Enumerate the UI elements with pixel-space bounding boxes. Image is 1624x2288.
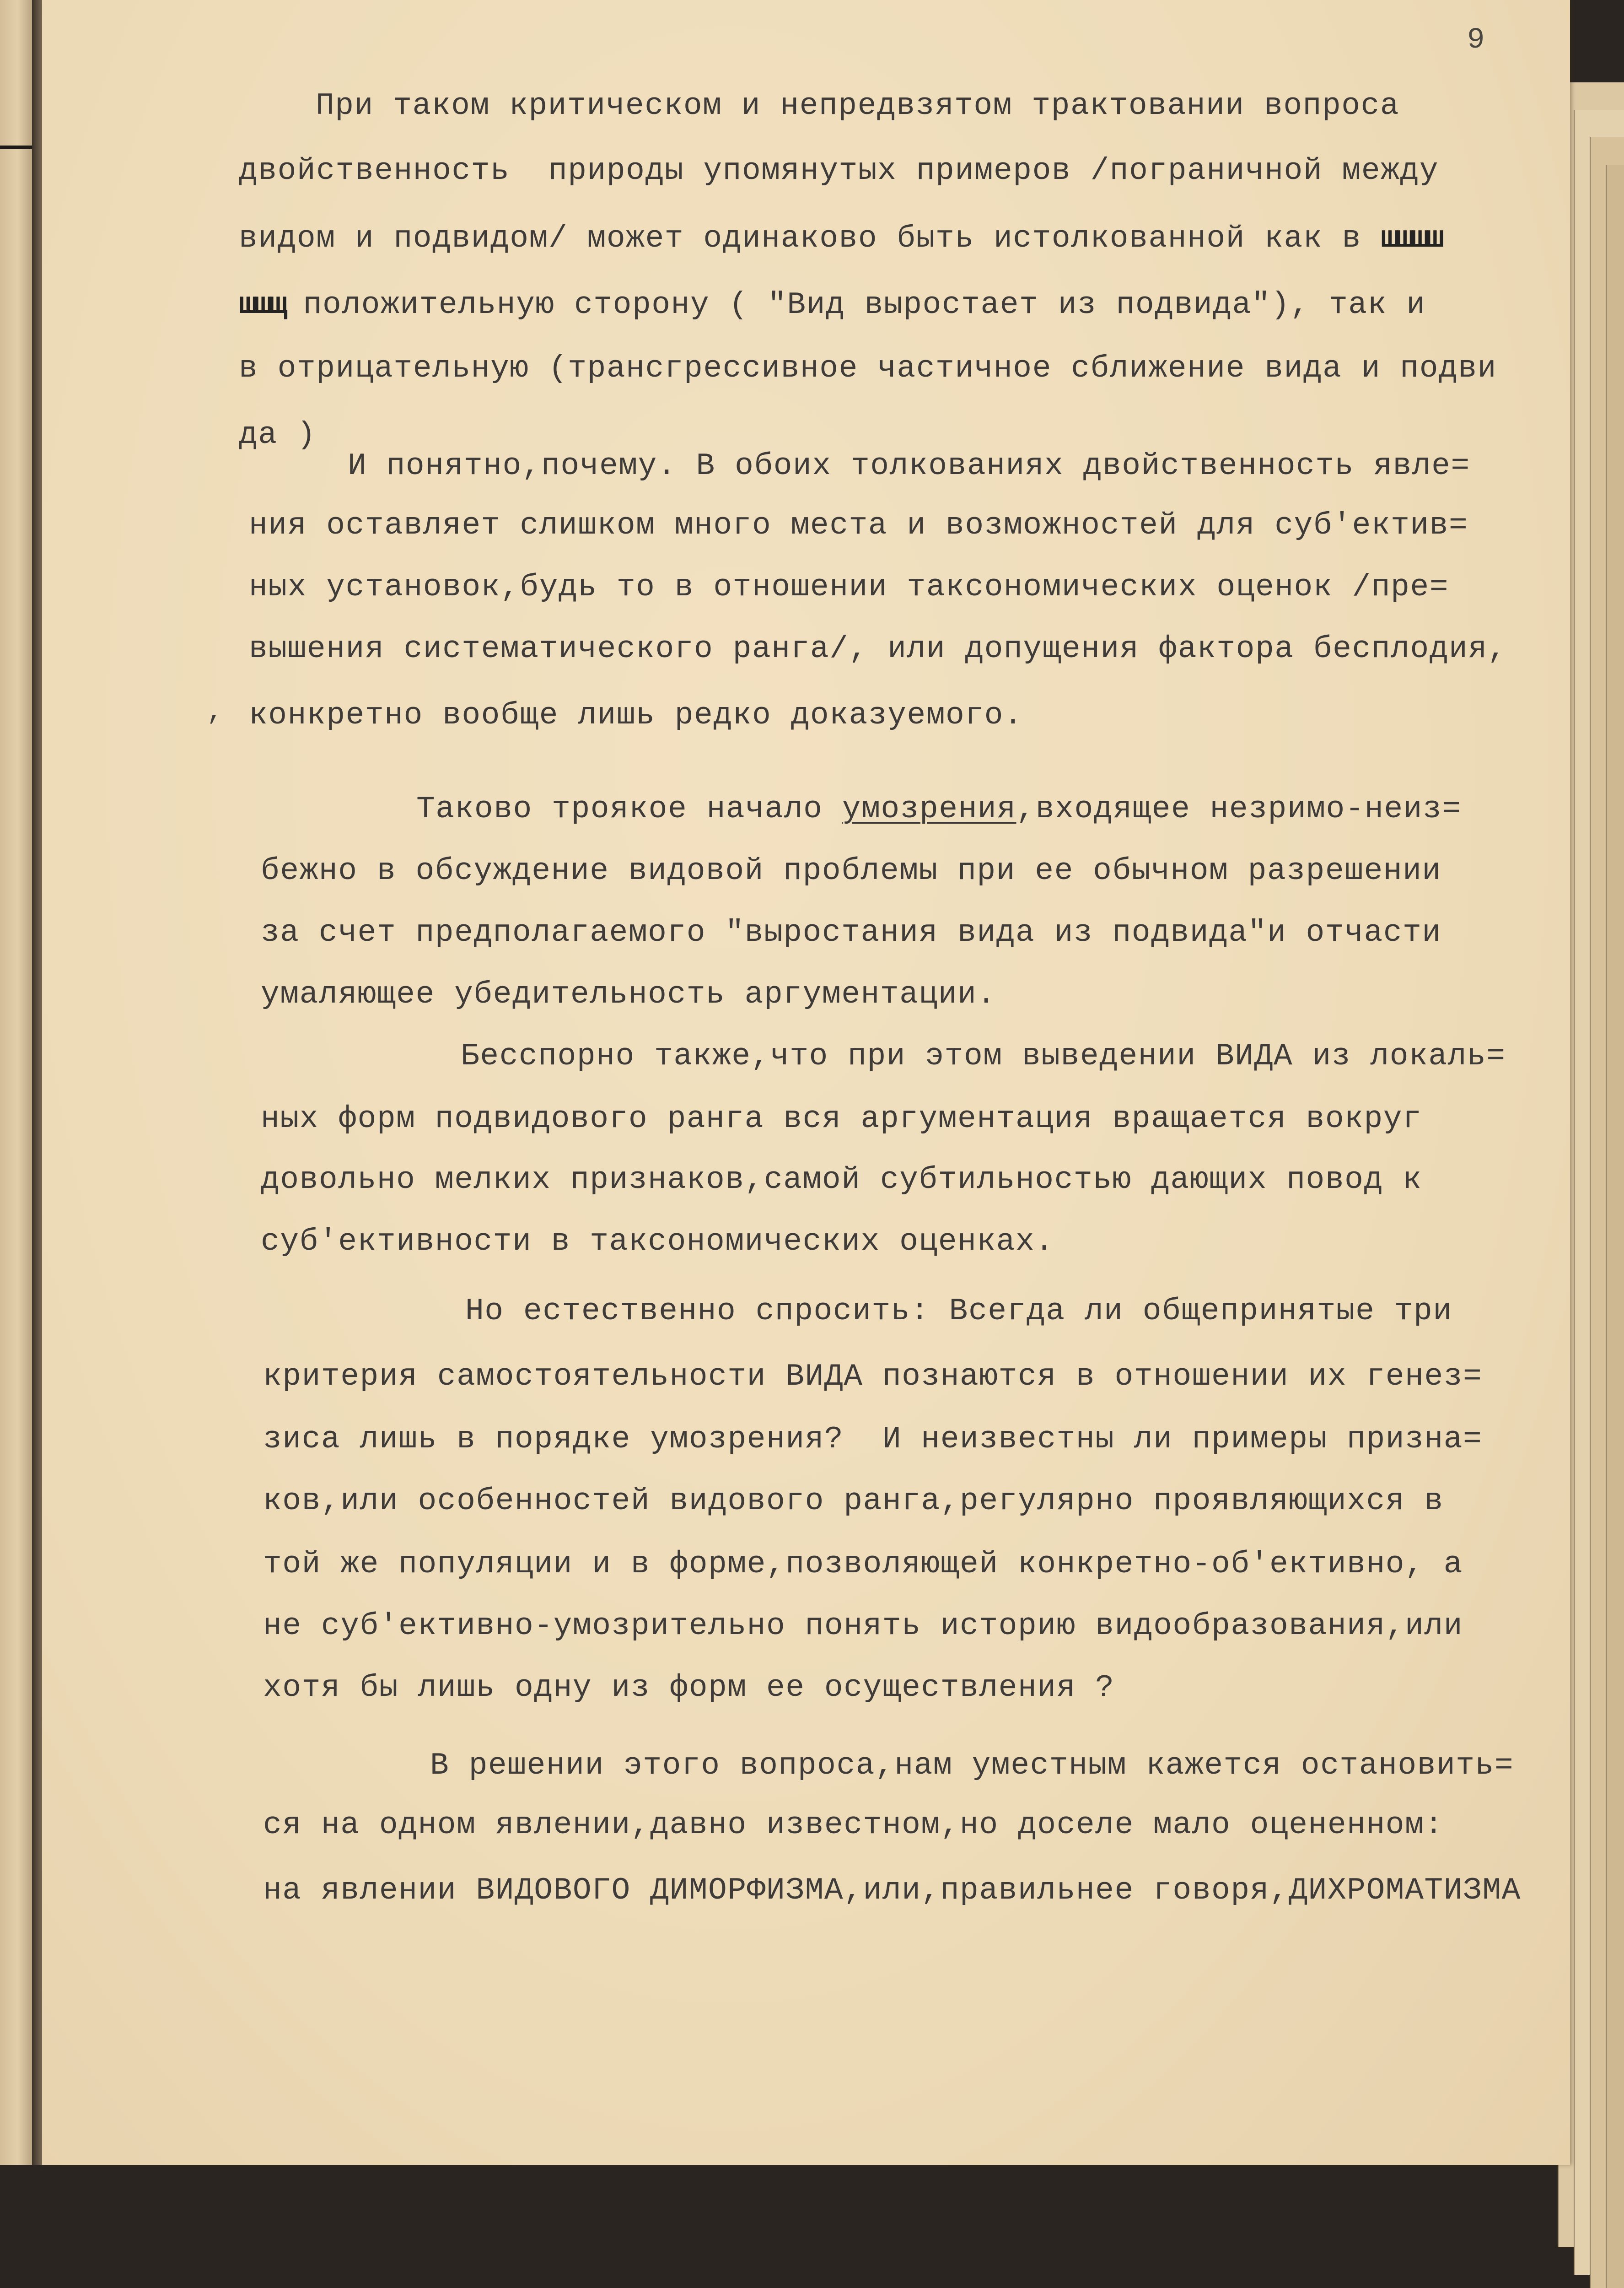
text-line: И понятно,почему. В обоих толкованиях двойственность явле=	[348, 448, 1470, 484]
text-line: умаляющее убедительность аргументации.	[261, 977, 996, 1012]
text-line: конкретно вообще лишь редко доказуемого.	[249, 698, 1023, 733]
text-line: вышения систематического ранга/, или допущения фактора бесплодия,	[249, 631, 1507, 667]
text-line: суб'ективности в таксономических оценках.	[261, 1224, 1054, 1259]
text-line: не суб'ективно-умозрительно понять историю видообразования,или	[263, 1608, 1463, 1644]
text-line	[416, 794, 1462, 825]
underlined-term: умозрения	[842, 792, 1016, 827]
text-line-main: Таково трoякое начало	[416, 792, 823, 827]
page-number: 9	[1467, 24, 1485, 57]
text-line: хотя бы лишь одну из форм ее осуществления ?	[263, 1670, 1115, 1705]
text-line: зиса лишь в порядке умозрения? И неизвестны ли примеры призна=	[263, 1422, 1483, 1457]
struck-out-text: шшшш	[1381, 221, 1441, 256]
page-stack-edge	[1606, 165, 1624, 2288]
text-line: да )	[239, 417, 317, 453]
text-line: При таком критическом и непредвзятом трактовании вопроса	[316, 88, 1400, 124]
text-line: Бесспорно также,что при этом выведении ВИДА из локаль=	[461, 1039, 1506, 1074]
text-line-main: ,входящее незримо-неиз=	[1016, 792, 1462, 827]
margin-mark: ,	[207, 696, 224, 728]
text-line: за счет предполагаемого "выростания вида из подвида"и отчасти	[261, 915, 1441, 950]
text-line: в отрицательную (трансгрессивное частичное сближение вида и подви	[239, 351, 1497, 386]
text-line: двойственность природы упомянутых примеров /пограничной между	[239, 153, 1439, 189]
text-line	[239, 287, 1426, 323]
previous-page-edge	[0, 0, 32, 2165]
text-line: В решении этого вопроса,нам уместным кажется остановить=	[430, 1748, 1514, 1783]
page-gutter	[32, 0, 42, 2165]
text-line-main: видом и подвидом/ может одинаково быть истолкованной как в	[239, 221, 1361, 256]
text-line: ния оставляет слишком много места и возможностей для суб'ектив=	[249, 508, 1468, 543]
text-line: Но естественно спросить: Всегда ли общепринятые три	[465, 1294, 1452, 1329]
text-line-main: положительную сторону ( "Вид выростает из подвида"), так и	[303, 287, 1426, 323]
text-line: ков,или особенностей видового ранга,регулярно проявляющихся в	[263, 1484, 1444, 1519]
text-line: на явлении ВИДОВОГО ДИМОРФИЗМА,или,правильнее говоря,ДИХРОМАТИЗМА	[263, 1873, 1521, 1908]
struck-out-text: шшщ	[239, 287, 284, 323]
text-line: ных форм подвидового ранга вся аргументация вращается вокруг	[261, 1101, 1422, 1137]
text-line: бежно в обсуждение видовой проблемы при ее обычном разрешении	[261, 853, 1441, 889]
text-line	[239, 223, 1441, 254]
text-line: той же популяции и в форме,позволяющей конкретно-об'ективно, а	[263, 1547, 1463, 1582]
typewritten-page	[42, 0, 1570, 2165]
text-line: ся на одном явлении,давно известном,но доселе мало оцененном:	[263, 1808, 1444, 1843]
text-line: ных установок,будь то в отношении таксономических оценок /пре=	[249, 570, 1449, 605]
text-line: критерия самостоятельности ВИДА познаются в отношении их генез=	[263, 1359, 1483, 1394]
text-line: довольно мелких признаков,самой субтильностью дающих повод к	[261, 1162, 1422, 1198]
